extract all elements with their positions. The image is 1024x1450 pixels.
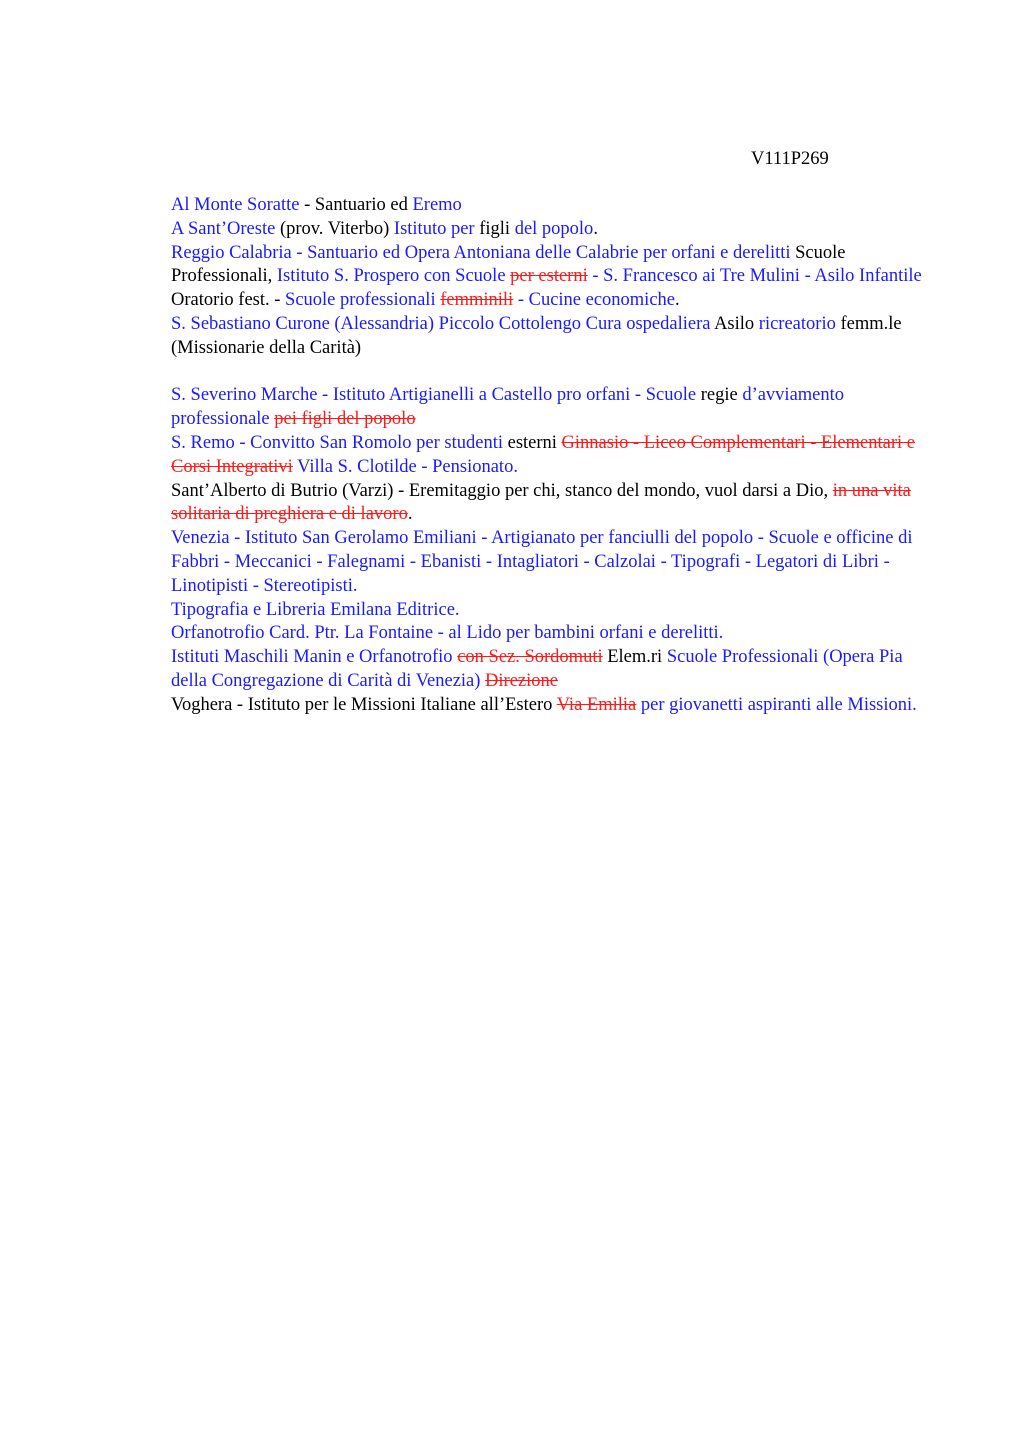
- text-run: Scuole Professionali (Opera Pia della Congregazione di Carità di Venezia): [171, 647, 903, 691]
- text-run: Venezia - Istituto San Gerolamo Emiliani - Artigianato per fanciulli del popolo - Scuole e officine di Fabbri - Meccanici - Falegnami - Ebanisti - Intagliatori - Calzolai - Tipografi - Legatori di Libri - Linotipisti - Stereotipisti.: [171, 528, 913, 596]
- struck-text: con Sez. Sordomuti: [457, 647, 603, 668]
- text-run: Voghera - Istituto per le Missioni Italiane all’Estero: [171, 694, 557, 715]
- entry-sant-alberto: [171, 480, 931, 528]
- text-run: d’avviamento professionale: [171, 385, 845, 430]
- entry-orfanotrofio-lido: [171, 622, 931, 646]
- text-run: ricreatorio: [758, 313, 836, 334]
- entry-tipografia: [171, 599, 931, 623]
- text-run: Orfanotrofio Card. Ptr. La Fontaine - al Lido per bambini orfani e derelitti.: [171, 623, 724, 644]
- text-run: per giovanetti aspiranti alle Missioni.: [636, 694, 917, 715]
- struck-text: pei figli del popolo: [274, 409, 416, 430]
- text-run: S. Severino Marche - Istituto Artigianelli a Castello pro orfani - Scuole: [171, 385, 697, 406]
- struck-text: Direzione: [485, 670, 558, 691]
- text-run: .: [593, 218, 598, 239]
- struck-text: in una vita solitaria di preghiera e di lavoro: [171, 480, 911, 525]
- text-run: Istituto S. Prospero con Scuole: [276, 266, 511, 287]
- text-run: figli: [474, 218, 515, 239]
- text-run: Tipografia e Libreria Emilana Editrice.: [171, 599, 460, 620]
- text-run: Al Monte Soratte: [171, 195, 300, 215]
- entry-severino-marche: [171, 384, 931, 432]
- entry-reggio-calabria: [171, 242, 931, 313]
- text-run: Istituto per: [393, 218, 475, 239]
- paragraph-spacer: [171, 361, 931, 385]
- entry-venezia: [171, 527, 931, 598]
- text-run: Villa S. Clotilde - Pensionato.: [292, 456, 518, 477]
- text-run: Oratorio fest. -: [171, 290, 286, 311]
- entry-monte-soratte: [171, 194, 931, 218]
- text-run: Asilo: [710, 313, 759, 334]
- text-run: regie: [696, 385, 743, 406]
- text-run: Scuole Professionali,: [171, 242, 846, 287]
- text-run: .: [407, 504, 413, 525]
- text-run: Eremo: [412, 195, 462, 215]
- entry-sebastiano-curone: [171, 313, 931, 361]
- text-run: Elem.ri: [602, 647, 667, 668]
- text-run: Sant’Alberto di Butrio (Varzi) - Eremitaggio per chi, stanco del mondo, vuol darsi a Dio,: [171, 480, 833, 501]
- text-run: - S. Francesco ai Tre Mulini - Asilo Infantile: [587, 266, 922, 287]
- text-run: .: [675, 290, 680, 311]
- text-run: - Santuario ed: [299, 195, 413, 215]
- struck-text: per esterni: [510, 266, 588, 287]
- text-run: - Cucine economiche: [513, 290, 675, 311]
- entry-sant-oreste: [171, 218, 931, 242]
- entry-san-remo: [171, 432, 931, 480]
- entry-voghera: [171, 694, 931, 718]
- text-run: A Sant’Oreste: [171, 218, 276, 239]
- page-reference: V111P269: [751, 149, 829, 169]
- text-run: femm.le (Missionarie della Carità): [171, 313, 902, 358]
- text-run: Scuole professionali: [285, 290, 441, 311]
- text-run: Reggio Calabria - Santuario ed Opera Antoniana delle Calabrie per orfani e derelitti: [171, 242, 791, 263]
- entry-istituti-manin: [171, 646, 931, 694]
- text-run: S. Remo - Convitto San Romolo per studenti: [171, 432, 503, 453]
- text-run: esterni: [502, 432, 562, 453]
- struck-text: Ginnasio - Liceo Complementari - Elementari e Corsi Integrativi: [171, 432, 915, 477]
- text-run: S. Sebastiano Curone (Alessandria) Piccolo Cottolengo Cura ospedaliera: [171, 313, 711, 334]
- text-run: Istituti Maschili Manin e Orfanotrofio: [171, 647, 458, 668]
- document-body: [171, 194, 931, 718]
- text-run: (prov. Viterbo): [275, 218, 394, 239]
- struck-text: femminili: [440, 290, 514, 311]
- text-run: del popolo: [514, 218, 594, 239]
- struck-text: Via Emilia: [556, 694, 637, 715]
